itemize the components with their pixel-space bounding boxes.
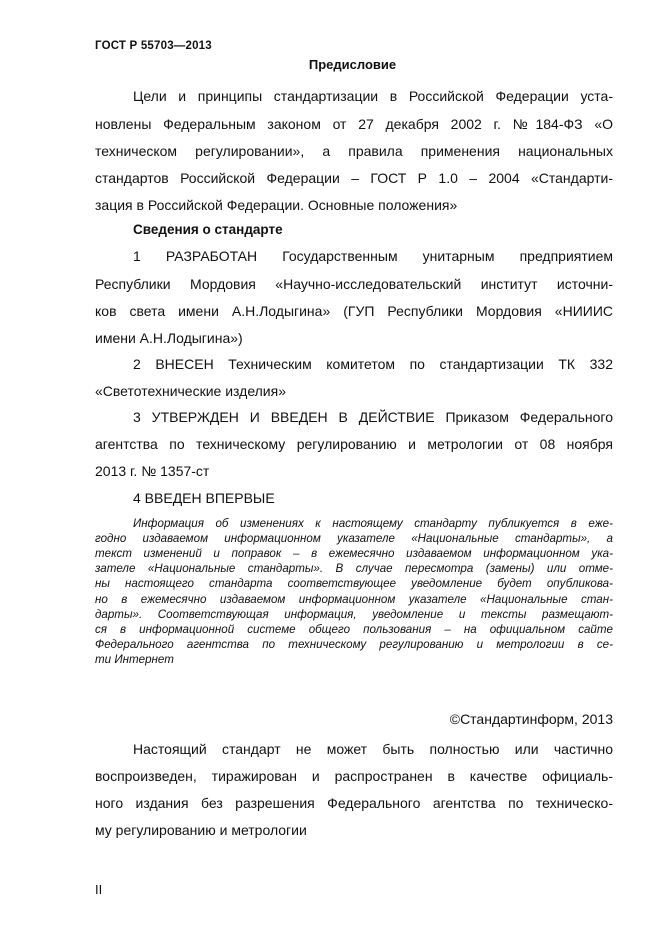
closing-line-1: Настоящий стандарт не может быть полностью или частично [133, 741, 613, 757]
note-line-9: Федерального агентства по техническому регулированию и метрологии в се- [95, 638, 613, 651]
item2-line-1: 2 ВНЕСЕН Техническим комитетом по стандартизации ТК 332 [133, 356, 613, 372]
intro-line-1: Цели и принципы стандартизации в Российской Федерации уста- [133, 88, 613, 104]
page-title: Предисловие [308, 57, 397, 72]
item3-line-3: 2013 г. № 1357-ст [95, 463, 210, 479]
closing-line-3: ного издания без разрешения Федерального агентства по техническо- [95, 795, 613, 811]
item3-line-1: 3 УТВЕРЖДЕН И ВВЕДЕН В ДЕЙСТВИЕ Приказом Федерального [133, 409, 613, 425]
item1-line-4: имени А.Н.Лодыгина») [95, 330, 243, 346]
note-line-6: но в ежемесячно издаваемом информационном указателе «Национальные стан- [95, 593, 613, 606]
item1-line-2: Республики Мордовия «Научно-исследовательский институт источни- [95, 276, 613, 292]
item4-line: 4 ВВЕДЕН ВПЕРВЫЕ [133, 490, 275, 506]
intro-line-5: зация в Российской Федерации. Основные положения» [95, 197, 458, 213]
note-line-10: ти Интернет [95, 653, 174, 666]
document-header: ГОСТ Р 55703—2013 [95, 40, 212, 52]
note-line-4: зателе «Национальные стандарты». В случае пересмотра (замены) или отме- [95, 562, 613, 575]
item1-line-3: ков света имени А.Н.Лодыгина» (ГУП Республики Мордовия «НИИИС [95, 303, 613, 319]
note-line-5: ны настоящего стандарта соответствующее уведомление будет опубликова- [95, 577, 613, 590]
item3-line-2: агентства по техническому регулированию и метрологии от 08 ноября [95, 436, 613, 452]
intro-line-4: стандартов Российской Федерации – ГОСТ Р 1.0 – 2004 «Стандарти- [95, 170, 613, 186]
note-line-2: годно издаваемом информационном указателе «Национальные стандарты», а [95, 532, 613, 545]
copyright: ©Стандартинформ, 2013 [449, 711, 613, 727]
item1-line-1: 1 РАЗРАБОТАН Государственным унитарным предприятием [133, 248, 613, 264]
intro-line-2: новлены Федеральным законом от 27 декабря 2002 г. №184-ФЗ «О [95, 116, 613, 132]
intro-line-3: техническом регулировании», а правила применения национальных [95, 143, 613, 159]
section-heading: Сведения о стандарте [133, 222, 283, 237]
note-line-3: текст изменений и поправок – в ежемесячно издаваемом информационном ука- [95, 547, 613, 560]
closing-line-2: воспроизведен, тиражирован и распространен в качестве официаль- [95, 768, 613, 784]
note-line-8: ся в информационной системе общего пользования – на официальном сайте [95, 623, 613, 636]
page-number: II [95, 882, 103, 897]
closing-line-4: му регулированию и метрологии [95, 822, 307, 838]
note-line-1: Информация об изменениях к настоящему стандарту публикуется в еже- [133, 517, 613, 530]
note-line-7: дарты». Соответствующая информация, уведомление и тексты размещают- [95, 608, 613, 621]
item2-line-2: «Светотехнические изделия» [95, 383, 286, 399]
